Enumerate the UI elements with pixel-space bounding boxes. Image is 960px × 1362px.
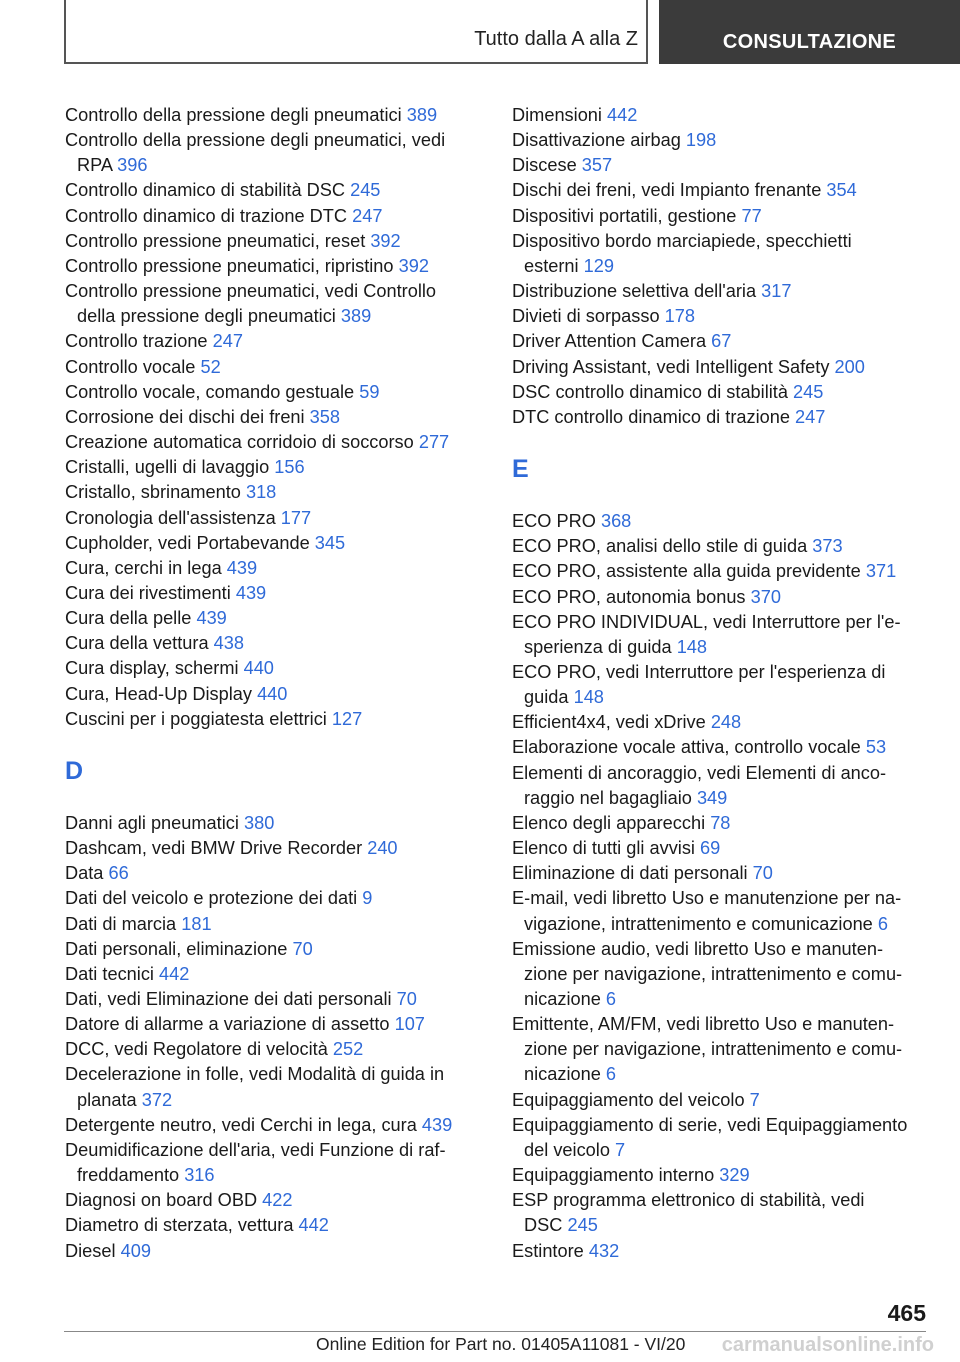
- index-entry: [65, 128, 490, 178]
- index-entry: [65, 1062, 490, 1112]
- entry-text-line: DSC: [524, 1215, 563, 1236]
- entry-text: Cura, Head-Up Display: [65, 683, 252, 704]
- index-entry: [65, 1188, 490, 1213]
- page-link[interactable]: 178: [664, 306, 695, 327]
- page-link[interactable]: 357: [581, 155, 613, 176]
- page-link[interactable]: 439: [235, 582, 267, 603]
- entry-text: Dati del veicolo e protezione dei dati: [65, 888, 358, 909]
- page-link[interactable]: 439: [226, 557, 258, 578]
- entry-text: Cristalli, ugelli di lavaggio: [65, 457, 270, 478]
- entry-text: DCC, vedi Regolatore di velocità: [65, 1039, 328, 1060]
- page-number: 465: [887, 1300, 926, 1326]
- entry-text-line: raggio nel bagagliaio: [524, 787, 692, 808]
- page-link[interactable]: 127: [331, 708, 363, 729]
- page-link[interactable]: 70: [396, 989, 417, 1009]
- index-entry: [512, 559, 932, 584]
- index-entry: [65, 531, 490, 556]
- index-entry: [512, 886, 932, 936]
- entry-text: DTC controllo dinamico di trazione: [512, 406, 790, 427]
- index-entry: [65, 581, 490, 606]
- entry-text: Equipaggiamento interno: [512, 1165, 715, 1186]
- page-link[interactable]: 53: [865, 737, 887, 758]
- entry-text: ECO PRO, assistente alla guida previdente: [512, 561, 861, 582]
- page-link[interactable]: 245: [567, 1215, 598, 1236]
- entry-text: Estintore: [512, 1240, 584, 1261]
- page-link[interactable]: 354: [826, 180, 857, 201]
- entry-text: ECO PRO, autonomia bonus: [512, 586, 746, 607]
- page-link[interactable]: 316: [184, 1165, 215, 1186]
- entry-text-line: vigazione, intrattenimento e comunicazione: [524, 913, 873, 934]
- index-entry: [65, 987, 490, 1012]
- index-entry: [65, 836, 490, 861]
- index-entry: [65, 656, 490, 681]
- page-link[interactable]: 107: [394, 1014, 425, 1035]
- entry-text-line: Equipaggiamento di serie, vedi Equipaggiamento: [512, 1114, 908, 1135]
- page-link[interactable]: 156: [274, 457, 305, 478]
- index-entry: [65, 329, 490, 354]
- watermark: carmanualsonline.info: [721, 1334, 934, 1356]
- entry-text: ECO PRO, analisi dello stile di guida: [512, 536, 808, 557]
- entry-text: ECO PRO: [512, 511, 596, 532]
- page-link[interactable]: 59: [359, 381, 380, 402]
- page-link[interactable]: 252: [332, 1039, 364, 1060]
- entry-text: Equipaggiamento del veicolo: [512, 1089, 745, 1110]
- entry-text-line: zione per navigazione, intrattenimento e comu-: [524, 963, 903, 984]
- entry-text: Dati personali, eliminazione: [65, 938, 288, 959]
- page-link[interactable]: 438: [213, 633, 244, 654]
- index-entry: [512, 610, 932, 660]
- page-link[interactable]: 349: [696, 787, 728, 808]
- page-link[interactable]: 422: [262, 1190, 293, 1211]
- header-section-title: Tutto dalla A alla Z: [474, 28, 638, 50]
- index-entry: [512, 937, 932, 1012]
- page-link[interactable]: 52: [200, 356, 221, 377]
- page-link[interactable]: 70: [292, 938, 313, 959]
- index-entry: [65, 204, 490, 229]
- entry-text: Disattivazione airbag: [512, 130, 681, 151]
- entry-text: Data: [65, 863, 104, 884]
- index-entry: [512, 304, 932, 329]
- index-column-right: [512, 103, 932, 1264]
- page-link[interactable]: 372: [141, 1089, 173, 1110]
- page-link[interactable]: 245: [350, 180, 381, 201]
- index-entry: [65, 430, 490, 455]
- entry-text-line: zione per navigazione, intrattenimento e comu-: [524, 1039, 903, 1060]
- index-entry: [65, 912, 490, 937]
- page-link[interactable]: 200: [834, 356, 865, 377]
- page-link[interactable]: 247: [352, 205, 383, 226]
- page-link[interactable]: 318: [245, 482, 277, 503]
- entry-text-line: guida: [524, 687, 569, 708]
- entry-text: Creazione automatica corridoio di soccorso: [65, 432, 414, 453]
- index-entry: [65, 1037, 490, 1062]
- index-entry: [512, 128, 932, 153]
- page-link[interactable]: 148: [676, 636, 708, 657]
- index-entry: [512, 509, 932, 534]
- entry-text: Controllo vocale, comando gestuale: [65, 381, 355, 402]
- page-link[interactable]: 373: [812, 536, 843, 557]
- index-entry: [65, 1012, 490, 1037]
- index-entry: [512, 1088, 932, 1113]
- entry-text: Elaborazione vocale attiva, controllo vocale: [512, 737, 861, 758]
- page-link[interactable]: 317: [761, 281, 792, 302]
- entry-text: Diagnosi on board OBD: [65, 1190, 258, 1211]
- page-link[interactable]: 66: [108, 863, 129, 884]
- entry-text-line: Dispositivo bordo marciapiede, specchietti: [512, 230, 852, 251]
- page-link[interactable]: 442: [298, 1215, 329, 1236]
- entry-text: Dispositivi portatili, gestione: [512, 205, 737, 226]
- index-entry: [65, 811, 490, 836]
- header-chapter-label: CONSULTAZIONE: [722, 30, 897, 53]
- index-entry: [65, 178, 490, 203]
- page-link[interactable]: 177: [280, 507, 312, 528]
- entry-text-line: nicazione: [524, 1064, 601, 1085]
- page-link[interactable]: 245: [793, 381, 824, 402]
- page-link[interactable]: 392: [370, 230, 401, 251]
- entry-text: Cupholder, vedi Portabevande: [65, 532, 310, 553]
- entry-text: Elenco degli apparecchi: [512, 812, 706, 833]
- index-entry: [512, 861, 932, 886]
- index-entry: [65, 886, 490, 911]
- index-entry: [65, 380, 490, 405]
- page-link[interactable]: 409: [120, 1240, 151, 1261]
- entry-text-line: del veicolo: [524, 1139, 610, 1160]
- page-link[interactable]: 6: [877, 913, 888, 934]
- page-link[interactable]: 7: [615, 1139, 626, 1160]
- entry-text: Controllo pressione pneumatici, ripristino: [65, 255, 394, 276]
- page-link[interactable]: 370: [750, 586, 781, 607]
- page-link[interactable]: 9: [362, 888, 373, 909]
- index-entry: [65, 937, 490, 962]
- index-entry: [512, 836, 932, 861]
- entry-text: Cura dei rivestimenti: [65, 582, 231, 603]
- index-entry: [512, 229, 932, 279]
- index-entry: [512, 1188, 932, 1238]
- entry-text: Eliminazione di dati personali: [512, 863, 748, 884]
- index-entry: [512, 380, 932, 405]
- entry-text: Driver Attention Camera: [512, 331, 707, 352]
- entry-text: Cura display, schermi: [65, 658, 239, 679]
- index-entry: [512, 1163, 932, 1188]
- page-link[interactable]: 380: [243, 812, 275, 833]
- index-entry: [512, 534, 932, 559]
- page-link[interactable]: 6: [605, 989, 617, 1009]
- entry-text: Cura, cerchi in lega: [65, 557, 222, 578]
- index-entry: [512, 279, 932, 304]
- page-link[interactable]: 368: [600, 511, 632, 532]
- page-link[interactable]: 247: [212, 331, 243, 352]
- index-entry: [65, 254, 490, 279]
- page-link[interactable]: 392: [398, 255, 429, 276]
- index-entry: [65, 1239, 490, 1264]
- entry-text: Datore di allarme a variazione di assetto: [65, 1014, 390, 1035]
- entry-text-line: sperienza di guida: [524, 636, 672, 657]
- entry-text: Dati tecnici: [65, 963, 154, 984]
- entry-text: Controllo pressione pneumatici, reset: [65, 230, 366, 251]
- entry-text-line: Controllo della pressione degli pneumatici, vedi: [65, 130, 446, 151]
- index-entry: [512, 1239, 932, 1264]
- entry-text: Corrosione dei dischi dei freni: [65, 406, 305, 427]
- entry-text-line: planata: [77, 1089, 137, 1110]
- page-link[interactable]: 358: [309, 406, 341, 427]
- entry-text-line: Controllo pressione pneumatici, vedi Controllo: [65, 281, 437, 302]
- entry-text: Dati di marcia: [65, 913, 177, 934]
- entry-text: Danni agli pneumatici: [65, 812, 239, 833]
- entry-text-line: E-mail, vedi libretto Uso e manutenzione per na-: [512, 888, 902, 909]
- page-link[interactable]: 7: [749, 1089, 760, 1110]
- index-entry: [512, 204, 932, 229]
- entry-text: Cuscini per i poggiatesta elettrici: [65, 708, 327, 729]
- entry-text: Efficient4x4, vedi xDrive: [512, 712, 706, 733]
- entry-text-line: nicazione: [524, 989, 601, 1009]
- index-entry: [512, 735, 932, 760]
- index-entry: [512, 1012, 932, 1087]
- page-link[interactable]: 198: [685, 130, 717, 151]
- entry-text: Controllo vocale: [65, 356, 196, 377]
- page-link[interactable]: 240: [367, 838, 398, 859]
- page-link[interactable]: 70: [752, 863, 773, 884]
- page-link[interactable]: 248: [710, 712, 742, 733]
- index-entry: [65, 1113, 490, 1138]
- section-letter: D: [65, 756, 84, 785]
- index-entry: [65, 606, 490, 631]
- index-entry: [65, 707, 490, 732]
- index-entry: [65, 279, 490, 329]
- entry-text-line: ECO PRO, vedi Interruttore per l'esperienza di: [512, 661, 886, 682]
- entry-text: Controllo dinamico di stabilità DSC: [65, 180, 346, 201]
- entry-text: Distribuzione selettiva dell'aria: [512, 281, 757, 302]
- page-link[interactable]: 432: [588, 1240, 620, 1261]
- index-entry: [65, 1138, 490, 1188]
- index-entry: [512, 178, 932, 203]
- entry-text-line: Emissione audio, vedi libretto Uso e manuten-: [512, 938, 884, 959]
- index-entry: [65, 1213, 490, 1238]
- entry-text: Driving Assistant, vedi Intelligent Safety: [512, 356, 830, 377]
- index-entry: [512, 329, 932, 354]
- page-link[interactable]: 345: [314, 532, 346, 553]
- entry-text-line: RPA: [77, 155, 113, 176]
- index-entry: [512, 761, 932, 811]
- page-link[interactable]: 329: [719, 1165, 750, 1186]
- index-entry: [512, 660, 932, 710]
- index-entry: [65, 556, 490, 581]
- entry-text-line: Elementi di ancoraggio, vedi Elementi di anco-: [512, 762, 887, 783]
- entry-text: Controllo dinamico di trazione DTC: [65, 205, 348, 226]
- entry-text: Dashcam, vedi BMW Drive Recorder: [65, 838, 363, 859]
- page-link[interactable]: 442: [607, 105, 638, 125]
- index-entry: [512, 811, 932, 836]
- index-entry: [65, 103, 490, 128]
- page-link[interactable]: 396: [117, 155, 148, 176]
- entry-text: DSC controllo dinamico di stabilità: [512, 381, 788, 402]
- entry-text-line: ESP programma elettronico di stabilità, vedi: [512, 1190, 865, 1211]
- entry-text: Dimensioni: [512, 105, 602, 125]
- index-entry: [65, 506, 490, 531]
- page-link[interactable]: 247: [795, 406, 826, 427]
- page-link[interactable]: 148: [573, 687, 604, 708]
- entry-text: Controllo trazione: [65, 331, 208, 352]
- page-link[interactable]: 67: [711, 331, 732, 352]
- entry-text: Diesel: [65, 1240, 116, 1261]
- page-link[interactable]: 77: [741, 205, 762, 226]
- header-chapter-tab: [659, 0, 960, 64]
- entry-text: Cura della pelle: [65, 608, 192, 629]
- page-link[interactable]: 389: [406, 105, 438, 125]
- entry-text: Cronologia dell'assistenza: [65, 507, 276, 528]
- page-link[interactable]: 439: [196, 608, 227, 629]
- page-link[interactable]: 442: [159, 963, 190, 984]
- entry-text: Controllo della pressione degli pneumatici: [65, 105, 402, 125]
- entry-text-line: freddamento: [77, 1165, 180, 1186]
- entry-text-line: esterni: [524, 255, 579, 276]
- page-link[interactable]: 69: [700, 838, 721, 859]
- index-entry: [65, 480, 490, 505]
- entry-text-line: della pressione degli pneumatici: [77, 306, 336, 327]
- index-entry: [65, 631, 490, 656]
- footer-divider: [64, 1331, 926, 1332]
- index-entry: [512, 355, 932, 380]
- entry-text: Cristallo, sbrinamento: [65, 482, 241, 503]
- page-link[interactable]: 78: [710, 812, 731, 833]
- entry-text: Discese: [512, 155, 577, 176]
- page-link[interactable]: 277: [418, 432, 450, 453]
- index-entry: [512, 405, 932, 430]
- index-entry: [512, 585, 932, 610]
- entry-text-line: Decelerazione in folle, vedi Modalità di guida in: [65, 1064, 445, 1085]
- entry-text: Detergente neutro, vedi Cerchi in lega, cura: [65, 1114, 417, 1135]
- page-link[interactable]: 440: [257, 683, 288, 704]
- index-entry: [65, 962, 490, 987]
- entry-text: Dati, vedi Eliminazione dei dati personali: [65, 989, 392, 1009]
- page-link[interactable]: 440: [243, 658, 274, 679]
- index-column-left: [65, 103, 490, 1264]
- page-link[interactable]: 181: [181, 913, 212, 934]
- index-entry: [512, 153, 932, 178]
- page-link[interactable]: 6: [605, 1064, 617, 1085]
- entry-text-line: ECO PRO INDIVIDUAL, vedi Interruttore per l'e-: [512, 611, 901, 632]
- entry-text: Dischi dei freni, vedi Impianto frenante: [512, 180, 822, 201]
- index-entry: [65, 405, 490, 430]
- footer-edition: Online Edition for Part no. 01405A11081 - VI/20: [316, 1334, 686, 1354]
- entry-text: Diametro di sterzata, vettura: [65, 1215, 294, 1236]
- page-link[interactable]: 389: [340, 306, 372, 327]
- page-link[interactable]: 371: [865, 561, 897, 582]
- index-entry: [65, 682, 490, 707]
- page-link[interactable]: 439: [421, 1114, 453, 1135]
- index-entry: [512, 103, 932, 128]
- index-entry: [512, 710, 932, 735]
- entry-text: Cura della vettura: [65, 633, 209, 654]
- entry-text-line: Deumidificazione dell'aria, vedi Funzione di raf-: [65, 1139, 446, 1160]
- entry-text: Elenco di tutti gli avvisi: [512, 838, 695, 859]
- entry-text: Divieti di sorpasso: [512, 306, 660, 327]
- index-entry: [65, 455, 490, 480]
- page-link[interactable]: 129: [583, 255, 615, 276]
- index-entry: [65, 861, 490, 886]
- entry-text-line: Emittente, AM/FM, vedi libretto Uso e manuten-: [512, 1014, 895, 1035]
- section-letter: E: [512, 455, 529, 484]
- index-entry: [65, 229, 490, 254]
- index-entry: [512, 1113, 932, 1163]
- index-entry: [65, 355, 490, 380]
